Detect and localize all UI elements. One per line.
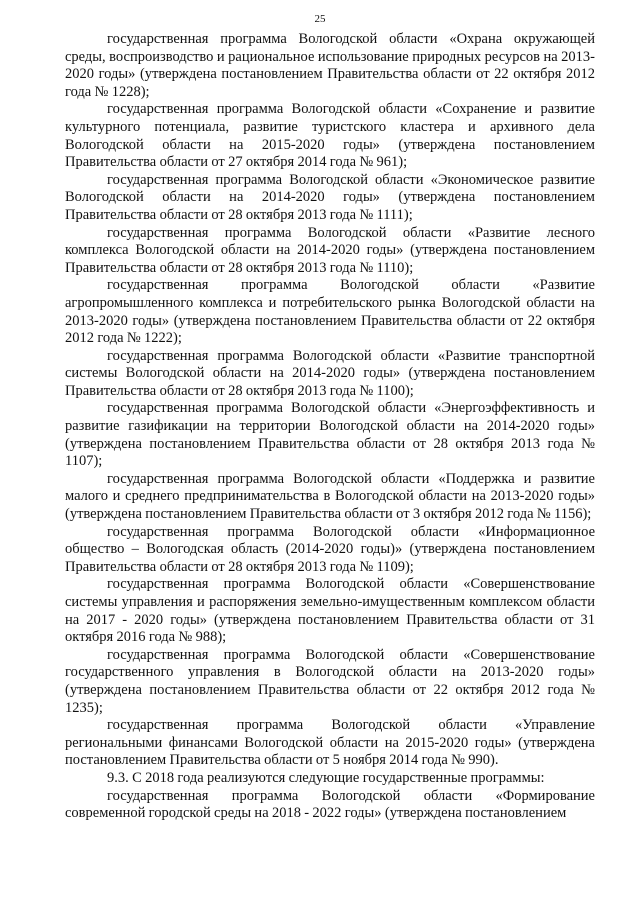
paragraph-program-environment: государственная программа Вологодской области «Охрана окружающей среды, воспроизводство и рациональное использование природных ресурсов на 2013-2020 годы» (утверждена постановлением Правительства области от 22 октября 2012 года № 1228);: [65, 31, 595, 100]
page-number: 25: [314, 13, 326, 25]
paragraph-program-forestry: государственная программа Вологодской области «Развитие лесного комплекса Вологодской области на 2014-2020 годы» (утверждена постановлением Правительства области от 28 октября 2013 года № 1110);: [65, 224, 595, 276]
paragraph-program-transport: государственная программа Вологодской области «Развитие транспортной системы Вологодской области на 2014-2020 годы» (утверждена постановлением Правительства области от 28 октября 2013 года № 1100);: [65, 347, 595, 399]
paragraph-program-business: государственная программа Вологодской области «Поддержка и развитие малого и среднего предпринимательства в Вологодской области на 2013-2020 годы» (утверждена постановлением Правительства области от 3 октября 2012 года № 1156);: [65, 470, 595, 523]
paragraph-program-agriculture: государственная программа Вологодской области «Развитие агропромышленного комплекса и потребительского рынка Вологодской области на 2013-2020 годы» (утверждена постановлением Правительства области от 22 октября 2012 года № 1222);: [65, 277, 595, 347]
paragraph-program-energy: государственная программа Вологодской области «Энергоэффективность и развитие газификации на территории Вологодской области на 2014-2020 годы» (утверждена постановлением Правительства области от 28 октября 2013 года № 1107);: [65, 400, 595, 470]
paragraph-program-land: государственная программа Вологодской области «Совершенствование системы управления и распоряжения земельно-имущественным комплексом области на 2017 - 2020 годы» (утверждена постановлением Правительства области от 31 октября 2016 года № 988);: [65, 576, 595, 646]
paragraph-program-economy: государственная программа Вологодской области «Экономическое развитие Вологодской области на 2014-2020 годы» (утверждена постановлением Правительства области от 28 октября 2013 года № 1111);: [65, 171, 595, 223]
paragraph-program-information: государственная программа Вологодской области «Информационное общество – Вологодская область (2014-2020 годы)» (утверждена постановлением Правительства области от 28 октября 2013 года № 1109);: [65, 523, 595, 575]
paragraph-program-culture: государственная программа Вологодской области «Сохранение и развитие культурного потенциала, развитие туристского кластера и архивного дела Вологодской области на 2015-2020 годы» (утверждена постановлением Правительства области от 27 октября 2014 года № 961);: [65, 101, 595, 171]
paragraph-program-governance: государственная программа Вологодской области «Совершенствование государственного управления в Вологодской области на 2013-2020 годы» (утверждена постановлением Правительства области от 22 октября 2012 года № 1235);: [65, 646, 595, 716]
paragraph-program-urban-environment: государственная программа Вологодской области «Формирование современной городской среды на 2018 - 2022 годы» (утверждена постановлением: [65, 787, 595, 822]
section-heading-9-3: 9.3. С 2018 года реализуются следующие государственные программы:: [107, 769, 545, 786]
document-body: [65, 31, 595, 823]
paragraph-program-finance: государственная программа Вологодской области «Управление региональными финансами Вологодской области на 2015-2020 годы» (утверждена постановлением Правительства области от 5 ноября 2014 года № 990).: [65, 717, 595, 769]
